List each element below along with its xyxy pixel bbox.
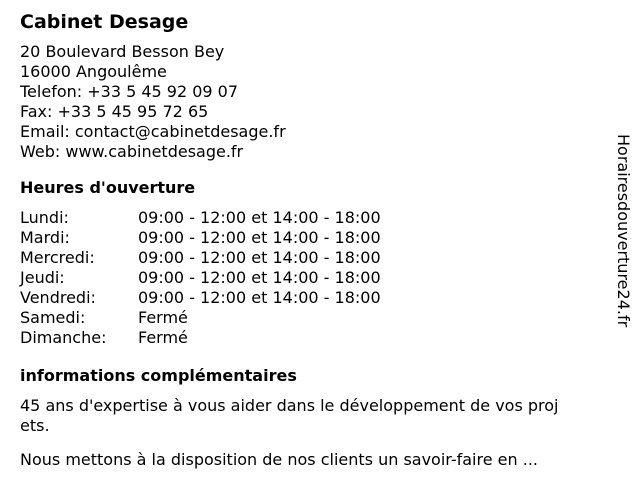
opening-hours-table [20,208,606,348]
business-name: Cabinet Desage [20,11,189,33]
website: Web: www.cabinetdesage.fr [20,142,244,161]
hours-row-monday [20,208,606,228]
phone-number: Telefon: +33 5 45 92 09 07 [20,82,239,101]
email-address: Email: contact@cabinetdesage.fr [20,122,286,141]
hours-row-tuesday [20,228,606,248]
hours-row-saturday [20,308,606,328]
info-paragraph: 45 ans d'expertise à vous aider dans le développement de vos proj ets. [20,396,559,435]
additional-info-heading: informations complémentaires [20,366,297,385]
day-label: Vendredi: [20,288,96,307]
day-label: Lundi: [20,208,69,227]
day-label: Mercredi: [20,248,95,267]
hours-row-friday [20,288,606,308]
business-card [20,10,606,470]
hours-row-wednesday [20,248,606,268]
day-label: Samedi: [20,308,86,327]
day-label: Dimanche: [20,328,107,347]
day-hours: 09:00 - 12:00 et 14:00 - 18:00 [138,248,381,267]
address-city: 16000 Angoulême [20,62,167,81]
day-hours: 09:00 - 12:00 et 14:00 - 18:00 [138,288,381,307]
day-hours: 09:00 - 12:00 et 14:00 - 18:00 [138,268,381,287]
fax-number: Fax: +33 5 45 95 72 65 [20,102,209,121]
hours-row-sunday [20,328,606,348]
address-street: 20 Boulevard Besson Bey [20,42,225,61]
day-label: Jeudi: [20,268,65,287]
hours-row-thursday [20,268,606,288]
day-label: Mardi: [20,228,70,247]
day-hours: 09:00 - 12:00 et 14:00 - 18:00 [138,228,381,247]
opening-hours-heading: Heures d'ouverture [20,178,196,197]
day-hours: Fermé [138,328,188,347]
site-watermark: Horairesdouverture24.fr [614,134,633,328]
day-hours: 09:00 - 12:00 et 14:00 - 18:00 [138,208,381,227]
day-hours: Fermé [138,308,188,327]
info-paragraph: Nous mettons à la disposition de nos clients un savoir-faire en ... [20,450,538,469]
